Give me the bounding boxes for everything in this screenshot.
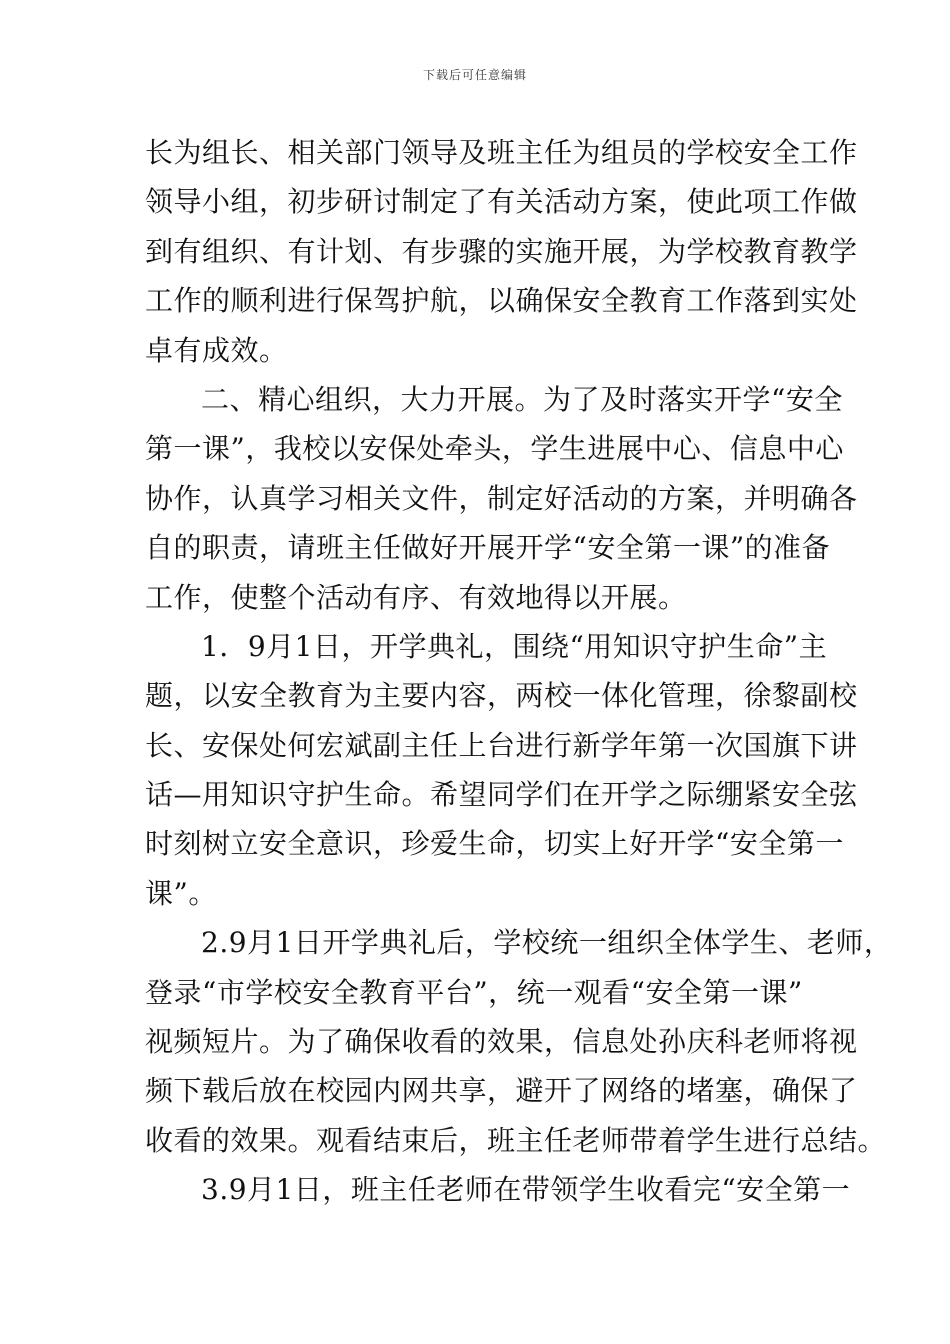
document-body (145, 128, 893, 1215)
text-line: 频下载后放在校园内网共享，避开了网络的堵塞，确保了 (145, 1074, 858, 1108)
text-line: 长为组长、相关部门领导及班主任为组员的学校安全工作 (145, 136, 858, 169)
text-line: 长、安保处何宏斌副主任上台进行新学年第一次国旗下讲 (145, 728, 858, 762)
text-line: 二、精心组织，大力开展。为了及时落实开学“安全 (201, 382, 843, 416)
text-line: 话—用知识守护生命。希望同学们在开学之际绷紧安全弦 (145, 778, 858, 812)
text-line: 视频短片。为了确保收看的效果，信息处孙庆科老师将视 (145, 1025, 858, 1059)
paragraph-5 (145, 1165, 851, 1214)
text-line: 3.9月1日，班主任老师在带领学生收看完“安全第一 (201, 1173, 851, 1207)
text-line: 领导小组，初步研讨制定了有关活动方案，使此项工作做 (145, 185, 858, 219)
text-line: 1．9月1日，开学典礼，围绕“用知识守护生命”主 (201, 629, 828, 663)
text-line: 课”。 (145, 876, 217, 910)
text-line: 协作，认真学习相关文件，制定好活动的方案，并明确各 (145, 481, 858, 515)
text-line: 2.9月1日开学典礼后，学校统一组织全体学生、老师， (201, 926, 893, 960)
text-line: 工作，使整个活动有序、有效地得以开展。 (145, 580, 687, 614)
text-line: 到有组织、有计划、有步骤的实施开展，为学校教育教学 (145, 234, 858, 268)
text-line: 题，以安全教育为主要内容，两校一体化管理，徐黎副校 (145, 679, 858, 713)
text-line: 时刻树立安全意识，珍爱生命，切实上好开学“安全第一 (145, 827, 844, 861)
paragraph-3 (145, 622, 858, 918)
paragraph-1 (145, 128, 858, 375)
text-line: 登录“市学校安全教育平台”，统一观看“安全第一课” (145, 975, 803, 1009)
page-header: 下载后可任意编辑 (422, 68, 527, 82)
text-line: 工作的顺利进行保驾护航，以确保安全教育工作落到实处 (145, 284, 858, 318)
text-line: 收看的效果。观看结束后，班主任老师带着学生进行总结。 (145, 1123, 887, 1157)
text-line: 第一课”，我校以安保处牵头，学生进展中心、信息中心 (145, 432, 844, 466)
paragraph-2 (145, 375, 858, 622)
paragraph-4 (145, 918, 893, 1165)
text-line: 卓有成效。 (145, 333, 288, 367)
text-line: 自的职责，请班主任做好开展开学“安全第一课”的准备 (145, 531, 831, 565)
